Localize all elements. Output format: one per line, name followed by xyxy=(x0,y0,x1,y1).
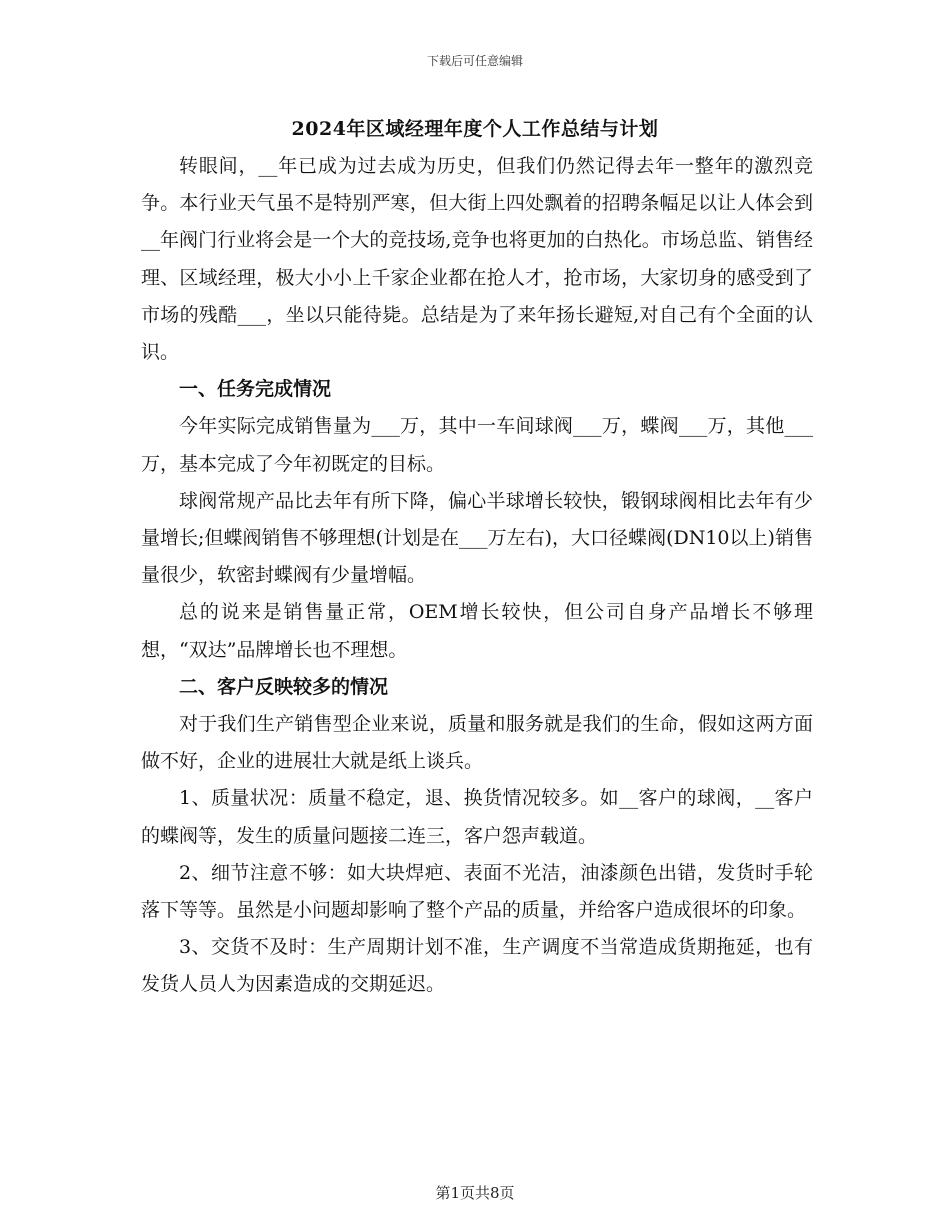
page-number: 第1页共8页 xyxy=(435,1184,515,1202)
paragraph: 总的说来是销售量正常，OEM增长较快，但公司自身产品增长不够理想，“双达”品牌增长也不理想。 xyxy=(141,601,813,661)
paragraph: 2、细节注意不够：如大块焊疤、表面不光洁，油漆颜色出错，发货时手轮落下等等。虽然是小问题却影响了整个产品的质量，并给客户造成很坏的印象。 xyxy=(141,861,813,922)
intro-paragraph: 转眼间，__年已成为过去成为历史，但我们仍然记得去年一整年的激烈竞争。本行业天气虽不是特别严寒，但大街上四处飘着的招聘条幅足以让人体会到__年阀门行业将会是一个大的竞技场,竞争也将更加的白热化。市场总监、销售经理、区域经理，极大小小上千家企业都在抢人才，抢市场，大家切身的感受到了市场的残酷___，坐以只能待毙。总结是为了来年扬长避短,对自己有个全面的认识。 xyxy=(141,155,813,364)
page-header: 下载后可任意编辑 xyxy=(426,54,523,68)
document-body xyxy=(141,148,813,1004)
paragraph: 1、质量状况：质量不稳定，退、换货情况较多。如__客户的球阀，__客户的蝶阀等，发生的质量问题接二连三，客户怨声载道。 xyxy=(141,787,813,847)
paragraph: 球阀常规产品比去年有所下降，偏心半球增长较快，锻钢球阀相比去年有少量增长;但蝶阀销售不够理想(计划是在___万左右)，大口径蝶阀(DN10以上)销售量很少，软密封蝶阀有少量增幅。 xyxy=(141,489,813,587)
paragraph: 今年实际完成销售量为___万，其中一车间球阀___万，蝶阀___万，其他___万，基本完成了今年初既定的目标。 xyxy=(141,415,813,475)
paragraph: 对于我们生产销售型企业来说，质量和服务就是我们的生命，假如这两方面做不好，企业的进展壮大就是纸上谈兵。 xyxy=(141,713,813,773)
paragraph: 3、交货不及时：生产周期计划不准，生产调度不当常造成货期拖延，也有发货人员人为因素造成的交期延迟。 xyxy=(141,936,813,996)
document-title: 2024年区域经理年度个人工作总结与计划 xyxy=(291,118,659,140)
section-heading-customer-feedback: 二、客户反映较多的情况 xyxy=(179,675,389,698)
section-heading-tasks: 一、任务完成情况 xyxy=(179,378,332,401)
